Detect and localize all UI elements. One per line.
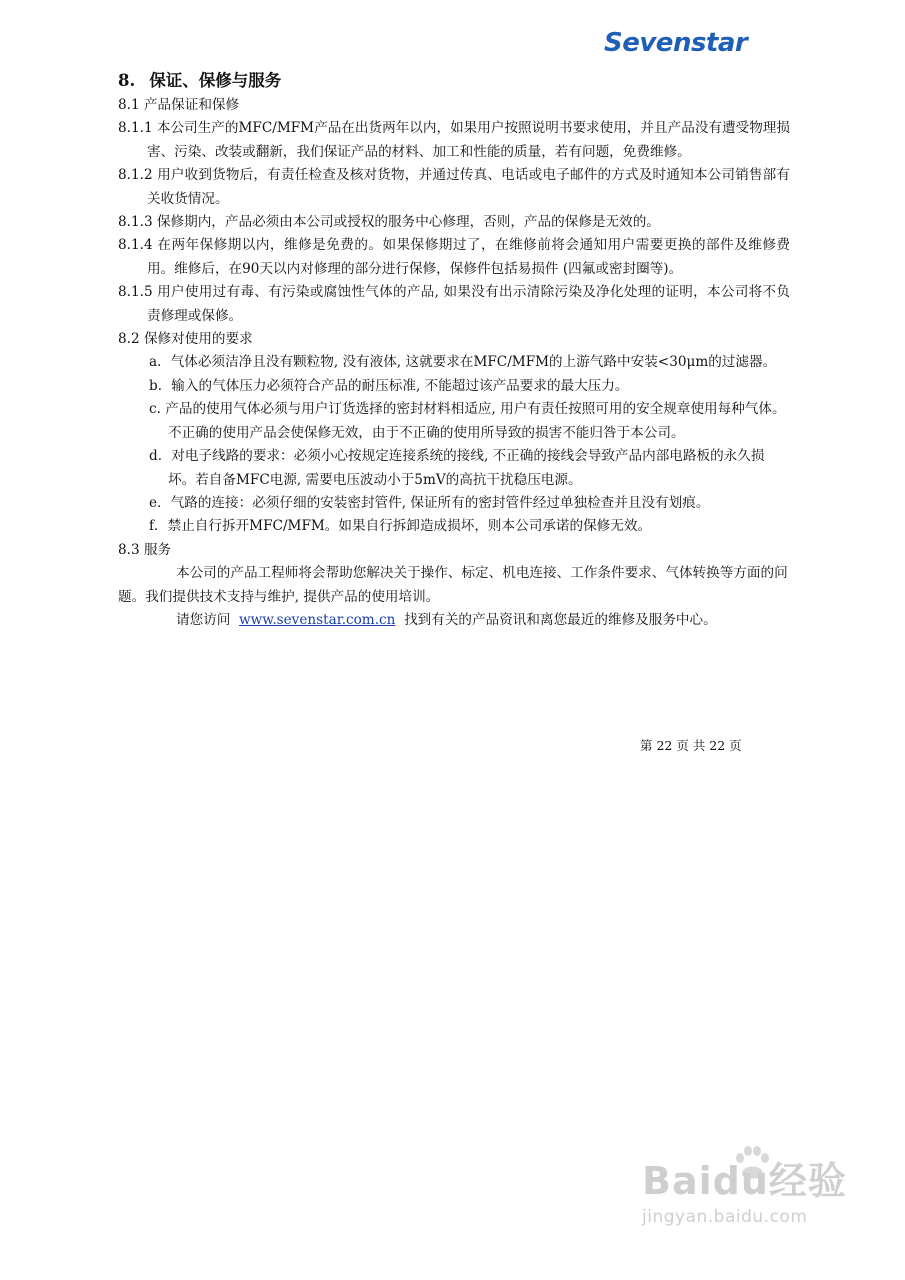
list-item-e: e．气路的连接：必须仔细的安装密封管件, 保证所有的密封管件经过单独检查并且没有划痕。: [149, 494, 710, 511]
paragraph-8-1-2: 8.1.2 用户收到货物后，有责任检查及核对货物，并通过传真、电话或电子邮件的方式及时通知本公司销售部有关收货情况。: [118, 167, 790, 207]
paragraph-8-1-5: 8.1.5 用户使用过有毒、有污染或腐蚀性气体的产品, 如果没有出示清除污染及净化处理的证明，本公司将不负责修理或保修。: [118, 284, 790, 324]
list-item-d: d．对电子线路的要求：必须小心按规定连接系统的接线, 不正确的接线会导致产品内部电路板的永久损坏。若自备MFC电源, 需要电压波动小于5mV的高抗干扰稳压电源。: [149, 448, 765, 488]
visit-prefix: 请您访问: [176, 611, 231, 628]
list-item-c: c. 产品的使用气体必须与用户订货选择的密封材料相适应, 用户有责任按照可用的安全规章使用每种气体。不正确的使用产品会使保修无效，由于不正确的使用所导致的损害不能归咎于本公司。: [149, 401, 786, 441]
paragraph-8-1-1: 8.1.1 本公司生产的MFC/MFM产品在出货两年以内，如果用户按照说明书要求使用，并且产品没有遭受物理损害、污染、改装或翻新，我们保证产品的材料、加工和性能的质量，若有问题，免费维修。: [118, 120, 790, 160]
list-item-f: f．禁止自行拆开MFC/MFM。如果自行拆卸造成损坏，则本公司承诺的保修无效。: [149, 518, 652, 535]
baidu-watermark: [642, 1150, 847, 1227]
visit-line: [118, 609, 790, 632]
sevenstar-logo: Sevenstar: [604, 28, 748, 58]
subsection-heading-8-3: 8.3 服务: [118, 541, 172, 558]
subsection-heading-8-1: 8.1 产品保证和保修: [118, 97, 240, 113]
section-number: 8.: [118, 71, 136, 90]
watermark-brand: Baidu经验: [642, 1159, 847, 1203]
page-number: 第 22 页 共 22 页: [640, 738, 742, 753]
section-title: [118, 68, 790, 94]
paragraph-8-1-4: 8.1.4 在两年保修期以内，维修是免费的。如果保修期过了，在维修前将会通知用户需要更换的部件及维修费用。维修后，在90天以内对修理的部分进行保修，保修件包括易损件 (四氟或密封圈等)。: [118, 237, 790, 277]
subsection-heading-8-2: 8.2 保修对使用的要求: [118, 331, 253, 348]
list-item-b: b．输入的气体压力必须符合产品的耐压标准, 不能超过该产品要求的最大压力。: [149, 377, 629, 394]
watermark-url: jingyan.baidu.com: [642, 1207, 808, 1227]
visit-suffix: 找到有关的产品资讯和离您最近的维修及服务中心。: [404, 611, 717, 628]
service-paragraph: 本公司的产品工程师将会帮助您解决关于操作、标定、机电连接、工作条件要求、气体转换等方面的问题。我们提供技术支持与维护, 提供产品的使用培训。: [118, 565, 788, 605]
list-item-a: a．气体必须洁净且没有颗粒物, 没有液体, 这就要求在MFC/MFM的上游气路中安装<30μm的过滤器。: [149, 354, 777, 371]
section-title-text: 保证、保修与服务: [149, 71, 282, 90]
website-link[interactable]: www.sevenstar.com.cn: [239, 611, 396, 628]
paragraph-8-1-3: 8.1.3 保修期内，产品必须由本公司或授权的服务中心修理，否则，产品的保修是无效的。: [118, 214, 660, 231]
document-body: [118, 68, 790, 632]
